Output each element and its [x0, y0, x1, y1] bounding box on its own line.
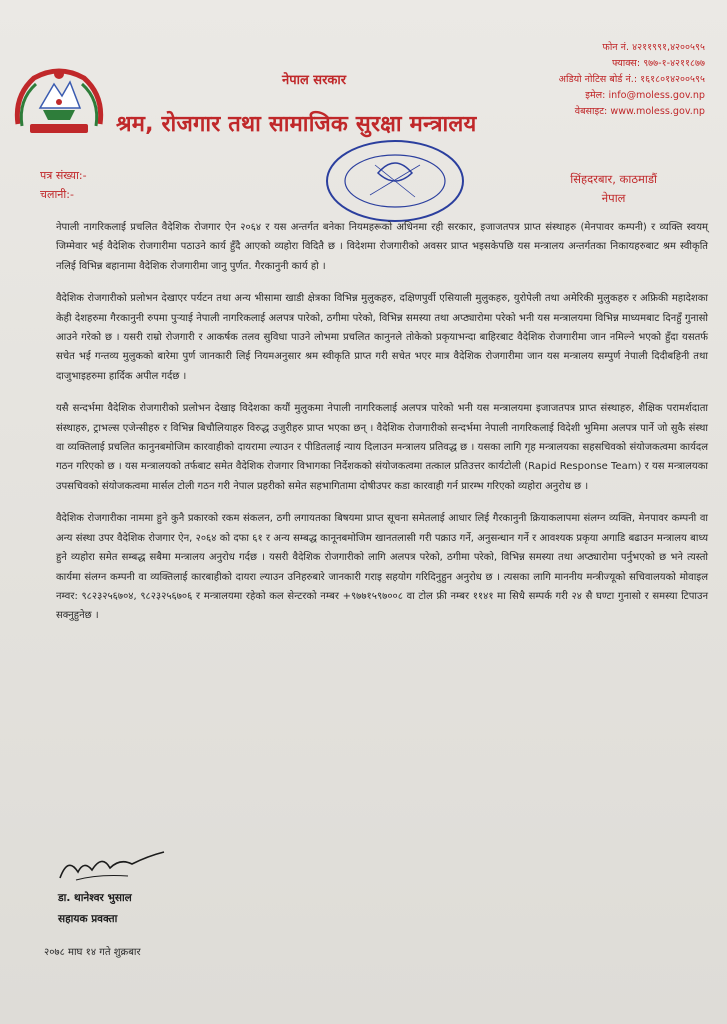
office-location [570, 170, 657, 208]
contact-audio-notice: अडियो नोटिस बोर्ड नं.: १६१८०१४२००५९५ [558, 74, 705, 85]
paragraph-1: नेपाली नागरिकलाई प्रचलित वैदेशिक रोजगार ऐन २०६४ र यस अन्तर्गत बनेका नियमहरूको अधिनमा रही सरकार, इजाजतपत्र प्राप्त संस्थाहरु (मेनपावर कम्पनी) र व्यक्ति स्वयम् जिम्मेवार भई वैदेशिक रोजगारीमा पठाउने कार्य हुँदै आएको व्यहोरा विदितै छ । विदेशमा रोजगारीको अवसर प्राप्त भइसकेपछि यस मन्त्रालय अन्तर्गतका निकायहरुबाट श्रम स्वीकृति नलिई विभिन्न बहानामा वैदेशिक रोजगारीमा जानु पुर्णत. गैरकानुनी कार्य हो । [56, 222, 708, 272]
contact-website: वेबसाइट: www.moless.gov.np [574, 106, 705, 117]
location-line-2: नेपाल [601, 191, 626, 205]
handwritten-signature [58, 848, 168, 884]
contact-fax: फ्याक्स: ९७७-१-४२११८७७ [612, 58, 705, 69]
reference-block [40, 166, 87, 204]
paragraph-4: वैदेशिक रोजगारीका नाममा हुने कुनै प्रकारको रकम संकलन, ठगी लगायतका बिषयमा प्राप्त सूचना समेतलाई आधार लिई गैरकानुनी क्रियाकलापमा संलग्न व्यक्ति, मेनपावर कम्पनी वा अन्य संस्था उपर वैदेशिक रोजगार ऐन, २०६४ को दफा ६१ र अन्य सम्बद्ध कानूनबमोजिम खानतलासी गरी पक्राउ गर्ने, अनुसन्धान गर्ने र आवश्यक प्रकृया अगाडि बढाउन मन्त्रालय बाध्य हुने व्यहोरा समेत सम्बद्ध सबैमा मन्त्रालय अनुरोध गर्दछ । यसरी वैदेशिक रोजगारीको लागि अलपत्र परेको, ठगीमा परेको, विभिन्न समस्या तथा अप्ठ्यारोमा पर्नुभएको छ भने त्यस्तो कार्यमा संलग्न कम्पनी वा व्यक्तिलाई कारबाहीको दायरा ल्याउन उनिहरुबारे जानकारी गराइ सहयोग गरिदिनुहुन अनुरोध छ । त्यसका लागि माननीय मन्त्रीज्यूको सचिवालयको मोवाइल नम्वर: ९८२३२५६७०४, ९८२३२५६७०६ र मन्त्रालयमा रहेको कल सेन्टरको नम्बर +९७७१५९७००८ वा टोल फ्री नम्बर ११४१ मा सिधै सम्पर्क गरी २४ सै घण्टा गुनासो र समस्या टिपाउन सक्नुहुनेछ । [56, 513, 708, 622]
location-line-1: सिंहदरबार, काठमाडौं [570, 172, 657, 186]
ministry-name: श्रम, रोजगार तथा सामाजिक सुरक्षा मन्त्रालय [116, 112, 477, 137]
paragraph-2: वैदेशिक रोजगारीको प्रलोभन देखाएर पर्यटन तथा अन्य भीसामा खाडी क्षेत्रका विभिन्न मुलुकहरु, दक्षिणपुर्वी एसियाली मुलुकहरु, युरोपेली तथा अमेरिकी मुलुकहरु र अफ्रिकी महादेशका केही देशहरुमा गैरकानुनी रुपमा पुऱ्याई नेपाली नागरिकलाई अलपत्र पारेको, ठगीमा परेको, विभिन्न समस्या तथा अप्ठ्यारोमा परेको भनी यस मन्त्रालयमा विभिन्न माध्यमबाट दिनहुँ गुनासो आउने गरेको छ । यसरी राम्रो रोजगारी र आकर्षक तलव सुविधा पाउने लोभमा प्रचलित कानुनले तोकेको प्रकृयाभन्दा बाहिरबाट वैदेशिक रोजगारीमा जान नमिल्ने भएको हुँदा यसतर्फ सचेत भई गन्तव्य मुलुकको बारेमा पुर्ण जानकारी लिई नियमअनुसार श्रम स्वीकृति प्राप्त गरी सचेत भएर मात्र वैदेशिक रोजगारीमा जान यस मन्त्रालय सम्पुर्ण नेपाली दिदीबहिनी तथा दाजुभाइहरुमा हार्दिक अपील गर्दछ । [56, 293, 708, 382]
signatory [58, 888, 132, 930]
issue-date: २०७८ माघ १४ गते शुक्रबार [44, 947, 141, 958]
government-label: नेपाल सरकार [282, 73, 347, 88]
contact-phone: फोन नं. ४२११९९१,४२००५९५ [602, 42, 705, 53]
paragraph-3: यसै सन्दर्भमा वैदेशिक रोजगारीको प्रलोभन देखाइ विदेशका कयौं मुलुकमा नेपाली नागरिकलाई अलपत्र पारेको भनी यस मन्त्रालयमा इजाजतपत्र प्राप्त संस्थाहरु, शैक्षिक परामर्शदाता संस्थाहरु, ट्राभल्स एजेन्सीहरु र विभिन्न बिचौलियाहरु विरुद्ध उजुरीहरु प्राप्त भएका छन् । वैदेशिक रोजगारीको सन्दर्भमा नेपाली नागरिकलाई विदेशी भुमिमा अलपत्र पार्ने जो सुकै संस्था वा व्यक्तिलाई प्रचलित कानुनबमोजिम कारवाहीको दायरामा ल्याउन र पीडितलाई न्याय दिलाउन मन्त्रालय प्रतिवद्ध छ । यसका लागि गृह मन्त्रालयका सहसचिवको संयोजकत्वमा कार्यदल गठन गरिएको छ । यस मन्त्रालयको तर्फबाट समेत वैदेशिक रोजगार विभागका निर्देशकको संयोजकत्वमा तत्काल प्रतिउत्तर कार्यटोली (Rapid Response Team) र यस मन्त्रालयका उपसचिवको संयोजकत्वमा मार्सल टोली गठन गरी नेपाल प्रहरीको समेत सहभागितामा दोषीउपर कडा कारवाही गर्न प्रारम्भ गरिएको व्यहोरा अनुरोध छ । [56, 403, 708, 492]
reference-number: पत्र संख्या:- [40, 169, 87, 182]
letter-body [56, 218, 708, 639]
contact-email: इमेल: info@moless.gov.np [585, 90, 705, 101]
dispatch-number: चलानी:- [40, 188, 74, 201]
signatory-name: डा. थानेश्वर भुसाल [58, 892, 132, 904]
nepal-emblem-icon [10, 62, 108, 144]
ministry-stamp [320, 135, 470, 230]
contact-block [445, 40, 705, 120]
signatory-title: सहायक प्रवक्ता [58, 913, 118, 925]
